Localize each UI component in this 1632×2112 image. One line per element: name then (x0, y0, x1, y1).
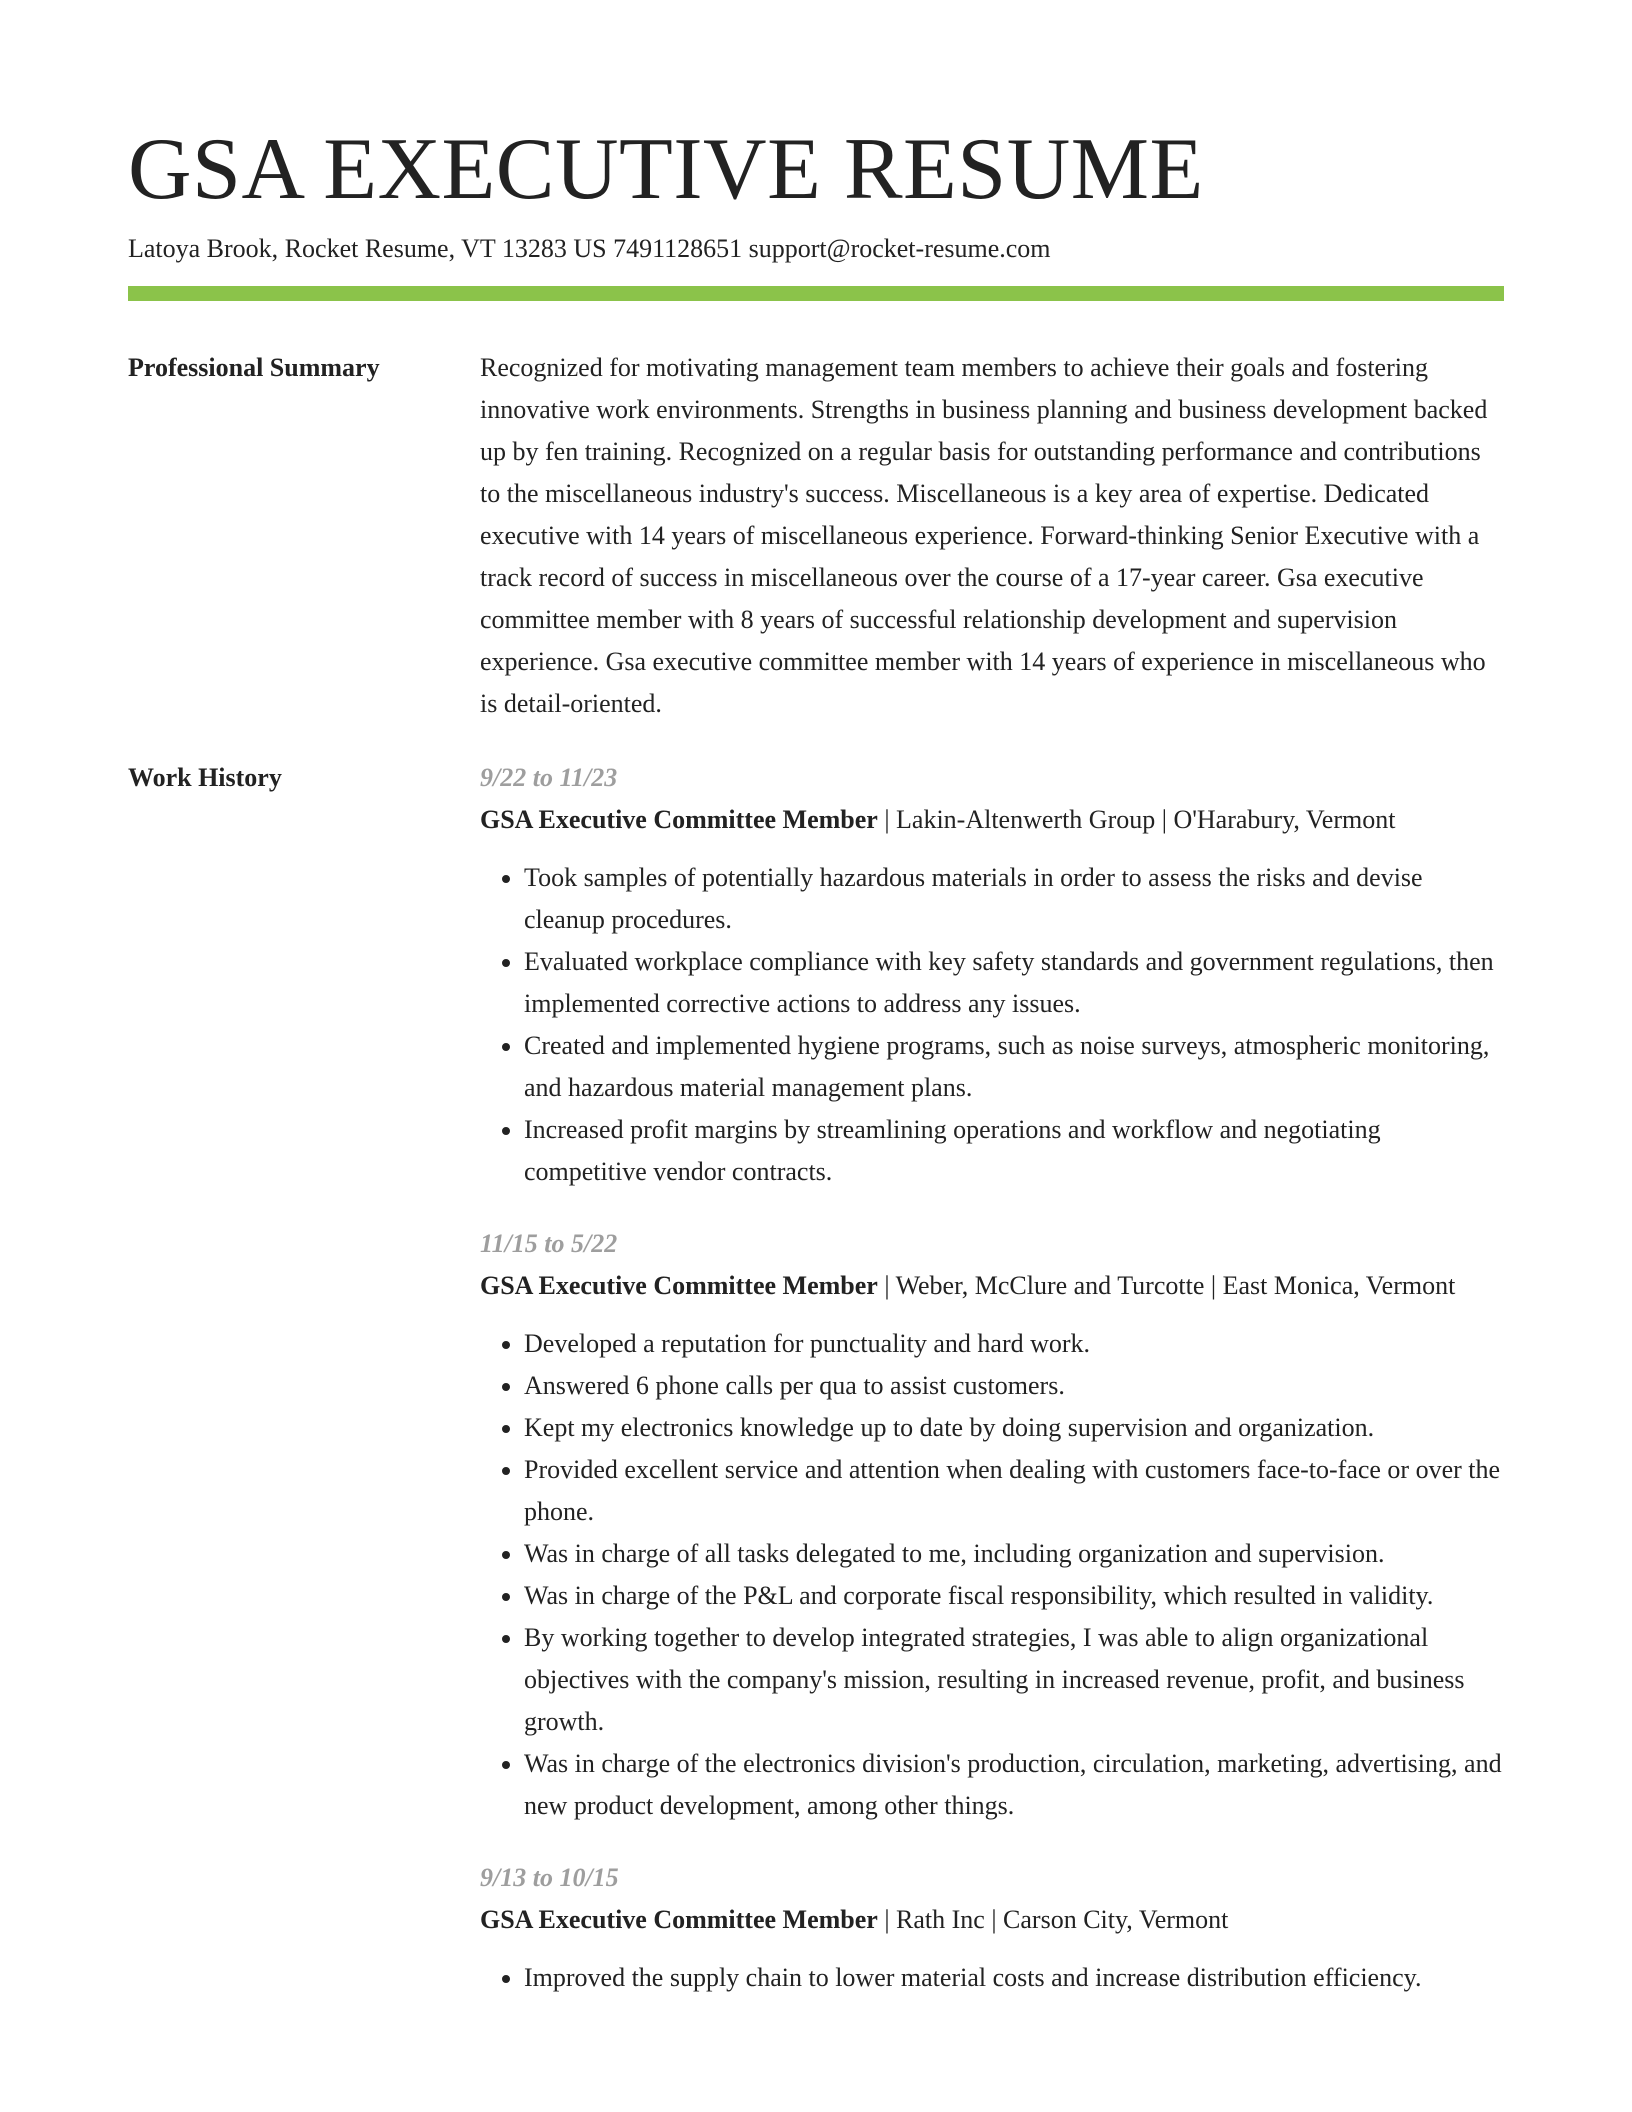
job-bullet-list (480, 857, 1504, 1193)
contact-email[interactable]: support@rocket-resume.com (748, 234, 1051, 263)
job-bullet: • Created and implemented hygiene programs, such as noise surveys, atmospheric monitoring, and hazardous material management plans. (524, 1025, 1504, 1109)
contact-phone: 7491128651 (613, 234, 743, 263)
contact-location: VT 13283 US (461, 234, 607, 263)
job-bullet: • Answered 6 phone calls per qua to assist customers. (524, 1365, 1504, 1407)
job-title: GSA Executive Committee Member (480, 1905, 878, 1934)
job-bullet: • Provided excellent service and attention when dealing with customers face-to-face or over the phone. (524, 1449, 1504, 1533)
work-history-body (480, 757, 1504, 2029)
job-bullet: • Was in charge of the electronics division's production, circulation, marketing, advertising, and new product development, among other things. (524, 1743, 1504, 1827)
job-entry (480, 1857, 1504, 1999)
job-entry (480, 1223, 1504, 1827)
contact-name: Latoya Brook, (128, 234, 279, 263)
job-title: GSA Executive Committee Member (480, 805, 878, 834)
summary-heading: Professional Summary (128, 353, 380, 382)
job-bullet: • Took samples of potentially hazardous materials in order to assess the risks and devise cleanup procedures. (524, 857, 1504, 941)
job-entry (480, 757, 1504, 1193)
job-dates: 11/15 to 5/22 (480, 1229, 618, 1258)
header-divider (128, 286, 1504, 301)
resume-title: GSA EXECUTIVE RESUME (128, 121, 1204, 218)
work-history-heading: Work History (128, 763, 282, 792)
job-dates: 9/13 to 10/15 (480, 1863, 619, 1892)
job-bullet: • Increased profit margins by streamlining operations and workflow and negotiating competitive vendor contracts. (524, 1109, 1504, 1193)
job-bullet: • Kept my electronics knowledge up to date by doing supervision and organization. (524, 1407, 1504, 1449)
job-employer-location: | Rath Inc | Carson City, Vermont (877, 1905, 1229, 1934)
job-bullet: • Was in charge of the P&L and corporate fiscal responsibility, which resulted in validity. (524, 1575, 1504, 1617)
job-bullet: • Was in charge of all tasks delegated to me, including organization and supervision. (524, 1533, 1504, 1575)
job-bullet-list (480, 1957, 1504, 1999)
job-employer-location: | Weber, McClure and Turcotte | East Monica, Vermont (877, 1271, 1456, 1300)
job-bullet: • Improved the supply chain to lower material costs and increase distribution efficiency. (524, 1957, 1504, 1999)
contact-company: Rocket Resume, (284, 234, 456, 263)
job-dates: 9/22 to 11/23 (480, 763, 618, 792)
job-bullet: • By working together to develop integrated strategies, I was able to align organizational objectives with the company's mission, resulting in increased revenue, profit, and business growth. (524, 1617, 1504, 1743)
job-bullet-list (480, 1323, 1504, 1827)
job-heading (480, 1265, 1504, 1307)
summary-text: Recognized for motivating management team members to achieve their goals and fostering innovative work environments. Strengths in business planning and business development backed up by fen training. Recognized on a regular basis for outstanding performance and contributions to the miscellaneous industry's success. Miscellaneous is a key area of expertise. Dedicated executive with 14 years of miscellaneous experience. Forward-thinking Senior Executive with a track record of success in miscellaneous over the course of a 17-year career. Gsa executive committee member with 8 years of successful relationship development and supervision experience. Gsa executive committee member with 14 years of experience in miscellaneous who is detail-oriented. (480, 353, 1488, 718)
job-heading (480, 1899, 1504, 1941)
contact-line (128, 232, 1051, 266)
job-bullet: • Developed a reputation for punctuality and hard work. (524, 1323, 1504, 1365)
job-employer-location: | Lakin-Altenwerth Group | O'Harabury, Vermont (877, 805, 1396, 834)
job-heading (480, 799, 1504, 841)
summary-body (480, 347, 1504, 725)
job-bullet: • Evaluated workplace compliance with key safety standards and government regulations, then implemented corrective actions to address any issues. (524, 941, 1504, 1025)
job-title: GSA Executive Committee Member (480, 1271, 878, 1300)
